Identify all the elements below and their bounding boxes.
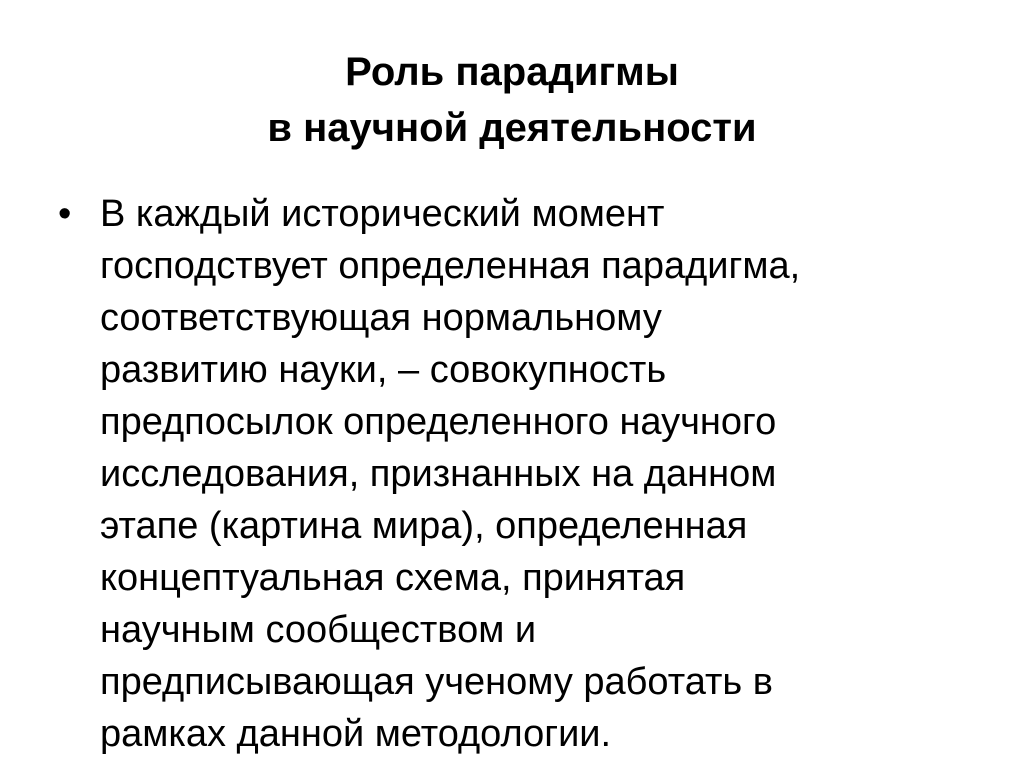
body-line-9: научным сообществом и (100, 609, 537, 651)
body-line-7: этапе (картина мира), определенная (100, 505, 748, 547)
body-line-8: концептуальная схема, принятая (100, 557, 686, 599)
title-line-2: в научной деятельности (267, 106, 757, 150)
bullet-marker: • (58, 193, 72, 235)
bullet-text (100, 188, 1000, 760)
slide-title (0, 44, 1024, 156)
body-line-10: предписывающая ученому работать в (100, 661, 773, 703)
body-line-5: предпосылок определенного научного (100, 401, 777, 443)
body-line-6: исследования, признанных на данном (100, 453, 777, 495)
body-line-11: рамках данной методологии. (100, 713, 612, 755)
body-line-3: соответствующая нормальному (100, 297, 662, 339)
body-line-4: развитию науки, – совокупность (100, 349, 667, 391)
body-line-2: господствует определенная парадигма, (100, 245, 801, 287)
body-line-1: В каждый исторический момент (100, 193, 665, 235)
title-line-1: Роль парадигмы (345, 50, 679, 94)
